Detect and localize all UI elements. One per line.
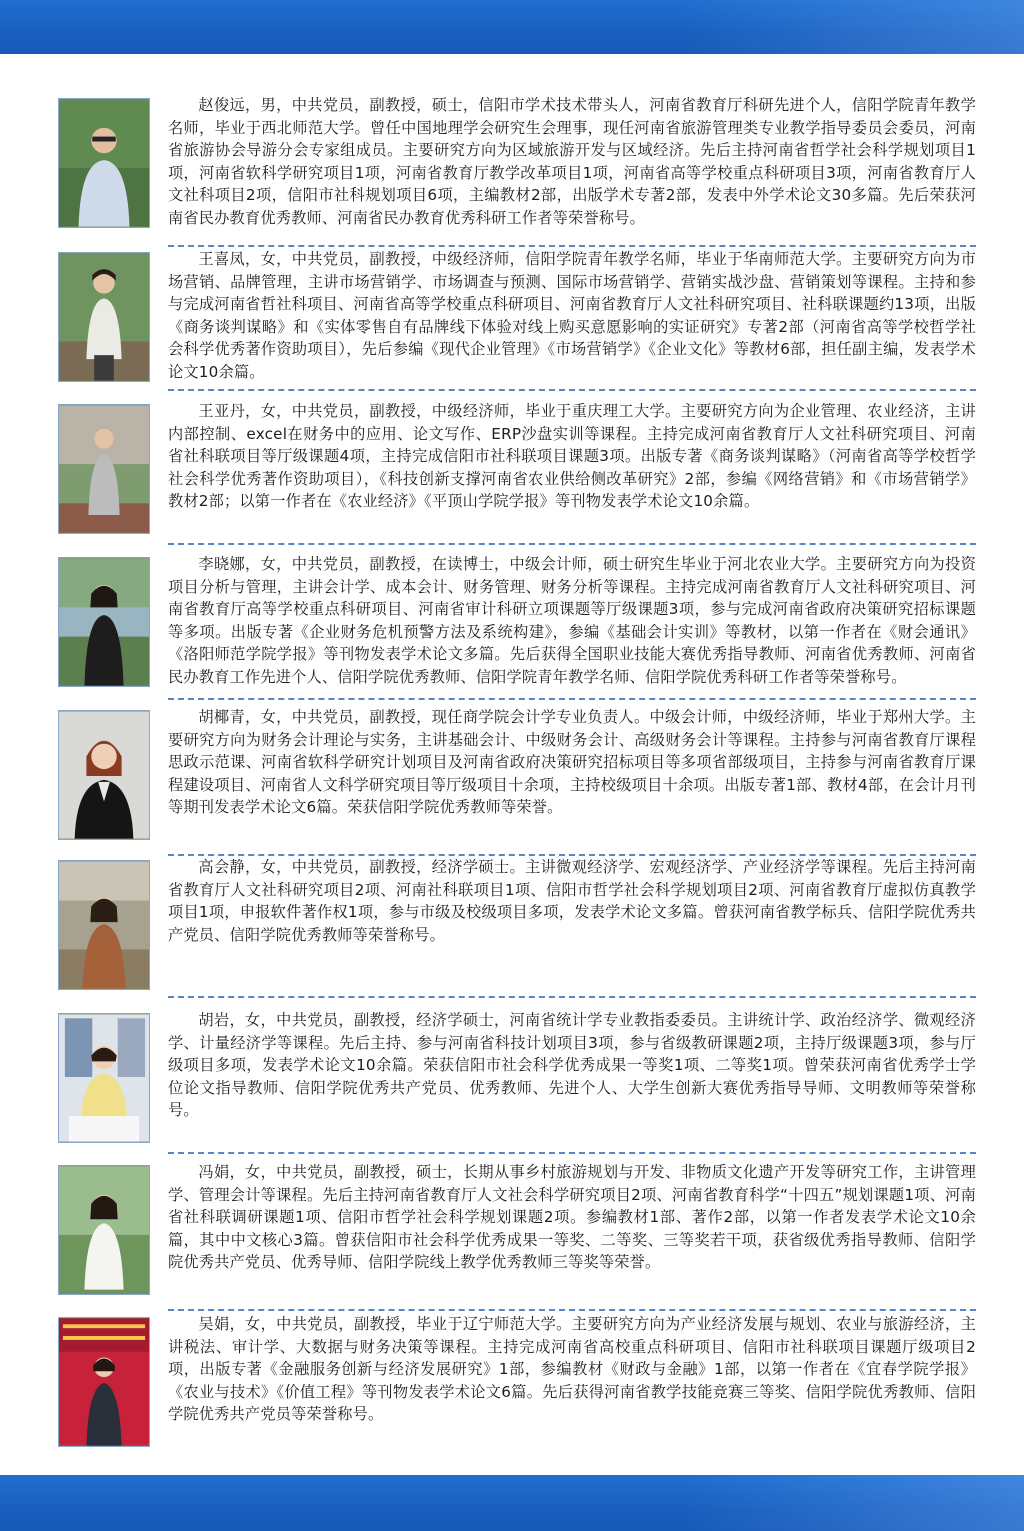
profile-bio: 王喜凤，女，中共党员，副教授，中级经济师，信阳学院青年教学名师，毕业于华南师范大学。主要研究方向为市场营销、品牌管理，主讲市场营销学、市场调查与预测、国际市场营销学、营销实战沙盘、营销策划等课程。主持和参与完成河南省哲社科项目、河南省高等学校重点科研项目、河南省教育厅人文社科研究项目、社科联课题约13项，出版《商务谈判谋略》和《实体零售自有品牌线下体验对线上购买意愿影响的实证研究》专著2部（河南省高等学校哲学社会科学优秀著作资助项目），先后参编《现代企业管理》《市场营销学》《企业文化》等教材6部，担任副主编，发表学术论文10余篇。: [168, 250, 976, 381]
profile-bio: 胡椰青，女，中共党员，副教授，现任商学院会计学专业负责人。中级会计师，中级经济师，毕业于郑州大学。主要研究方向为财务会计理论与实务，主讲基础会计、中级财务会计、高级财务会计等课程。主持参与河南省教育厅课程思政示范课、河南省软科学研究计划项目及河南省政府决策研究招标项目等多项省部级项目，主持参与河南省教育厅课程建设项目、河南省人文科学研究项目等厅级项目十余项，主持校级项目十余项。出版专著1部、教材4部，在会计月刊等期刊发表学术论文6篇。荣获信阳学院优秀教师等荣誉。: [168, 708, 976, 817]
portrait-figure-icon: [59, 99, 149, 227]
profile-bio: 冯娟，女，中共党员，副教授，硕士，长期从事乡村旅游规划与开发、非物质文化遗产开发等研究工作，主讲管理学、管理会计等课程。先后主持河南省教育厅人文社会科学研究项目2项、河南省教育科学“十四五”规划课题1项、河南省社科联调研课题1项、信阳市哲学社会科学规划课题2项。参编教材1部、著作2部，以第一作者发表学术论文10余篇，其中中文核心3篇。曾获信阳市社会科学优秀成果一等奖、二等奖、三等奖若干项，获省级优秀指导教师、信阳学院优秀共产党员、优秀导师、信阳学院线上教学优秀教师三等奖等荣誉。: [168, 1163, 976, 1272]
profile-bio: 赵俊远，男，中共党员，副教授，硕士，信阳市学术技术带头人，河南省教育厅科研先进个人，信阳学院青年教学名师，毕业于西北师范大学。曾任中国地理学会研究生会理事，现任河南省旅游管理类专业教学指导委员会委员，河南省旅游协会导游分会专家组成员。主要研究方向为区域旅游开发与区域经济。先后主持河南省哲学社会科学规划项目1项，河南省软科学研究项目1项，河南省教育厅教学改革项目1项，河南省高等学校重点科研项目3项，河南省教育厅人文社科项目2项，信阳市社科规划项目6项，主编教材2部，出版学术专著2部，发表中外学术论文30多篇。先后荣获河南省民办教育优秀教师、河南省民办教育优秀科研工作者等荣誉称号。: [168, 96, 976, 227]
divider: [168, 698, 976, 700]
divider: [168, 389, 976, 391]
portrait-figure-icon: [59, 1166, 149, 1294]
divider: [168, 996, 976, 998]
profile-bio: 王亚丹，女，中共党员，副教授，中级经济师，毕业于重庆理工大学。主要研究方向为企业管理、农业经济，主讲内部控制、excel在财务中的应用、论文写作、ERP沙盘实训等课程。主持完成河南省教育厅人文社科研究项目、河南省社科联项目等厅级课题4项，主持完成信阳市社科联项目课题3项。出版专著《商务谈判谋略》（河南省高等学校哲学社会科学优秀著作资助项目），《科技创新支撑河南省农业供给侧改革研究》2部，参编《网络营销》和《市场营销学》教材2部；以第一作者在《农业经济》《平顶山学院学报》等刊物发表学术论文10余篇。: [168, 402, 976, 511]
portrait-figure-icon: [59, 861, 149, 989]
portrait-photo: [58, 252, 150, 382]
portrait-figure-icon: [59, 1318, 149, 1446]
divider: [168, 543, 976, 545]
portrait-photo: [58, 1165, 150, 1295]
divider: [168, 1152, 976, 1154]
portrait-figure-icon: [59, 711, 149, 839]
portrait-photo: [58, 860, 150, 990]
profile-bio: 高会静，女，中共党员，副教授，经济学硕士。主讲微观经济学、宏观经济学、产业经济学等课程。先后主持河南省教育厅人文社科研究项目2项、河南社科联项目1项、信阳市哲学社会科学规划项目2项、河南省教育厅虚拟仿真教学项目1项，申报软件著作权1项，参与市级及校级项目多项，发表学术论文多篇。曾获河南省教学标兵、信阳学院优秀共产党员、信阳学院优秀教师等荣誉称号。: [168, 858, 976, 944]
banner-sheen: [684, 0, 1024, 54]
profile-bio: 胡岩，女，中共党员，副教授，经济学硕士，河南省统计学专业教指委委员。主讲统计学、政治经济学、微观经济学、计量经济学等课程。先后主持、参与河南省科技计划项目3项，参与省级教研课题2项，主持厅级课题3项，参与厅级项目多项，发表学术论文10余篇。荣获信阳市社会科学优秀成果一等奖1项、二等奖1项。曾荣获河南省优秀学士学位论文指导教师、信阳学院优秀共产党员、优秀教师、先进个人、大学生创新大赛优秀指导导师、文明教师等荣誉称号。: [168, 1011, 976, 1120]
top-banner: [0, 0, 1024, 54]
portrait-photo: [58, 1013, 150, 1143]
portrait-figure-icon: [59, 558, 149, 686]
portrait-photo: [58, 98, 150, 228]
portrait-figure-icon: [59, 405, 149, 533]
profile-bio: 吴娟，女，中共党员，副教授，毕业于辽宁师范大学。主要研究方向为产业经济发展与规划、农业与旅游经济，主讲税法、审计学、大数据与财务决策等课程。主持完成河南省高校重点科研项目、信阳市社科联项目课题厅级项目2项，出版专著《金融服务创新与经济发展研究》1部，参编教材《财政与金融》1部，以第一作者在《宜春学院学报》《农业与技术》《价值工程》等刊物发表学术论文6篇。先后获得河南省教学技能竞赛三等奖、信阳学院优秀教师、信阳学院优秀共产党员等荣誉称号。: [168, 1315, 976, 1424]
divider: [168, 1309, 976, 1311]
portrait-photo: [58, 710, 150, 840]
portrait-photo: [58, 404, 150, 534]
profile-bio: 李晓娜，女，中共党员，副教授，在读博士，中级会计师，硕士研究生毕业于河北农业大学。主要研究方向为投资项目分析与管理，主讲会计学、成本会计、财务管理、财务分析等课程。主持完成河南省教育厅人文社科研究项目、河南省教育厅高等学校重点科研项目、河南省审计科研立项课题等厅级课题3项，参与完成河南省政府决策研究招标课题等多项。出版专著《企业财务危机预警方法及系统构建》，参编《基础会计实训》等教材，以第一作者在《财会通讯》《洛阳师范学院学报》等刊物发表学术论文多篇。先后获得全国职业技能大赛优秀指导教师、河南省优秀教师、河南省民办教育工作先进个人、信阳学院优秀教师、信阳学院青年教学名师、信阳学院优秀科研工作者等荣誉称号。: [168, 555, 976, 686]
bottom-banner: [0, 1475, 1024, 1531]
portrait-photo: [58, 557, 150, 687]
portrait-figure-icon: [59, 253, 149, 381]
banner-sheen: [684, 1475, 1024, 1531]
divider: [168, 245, 976, 247]
portrait-figure-icon: [59, 1014, 149, 1142]
portrait-photo: [58, 1317, 150, 1447]
